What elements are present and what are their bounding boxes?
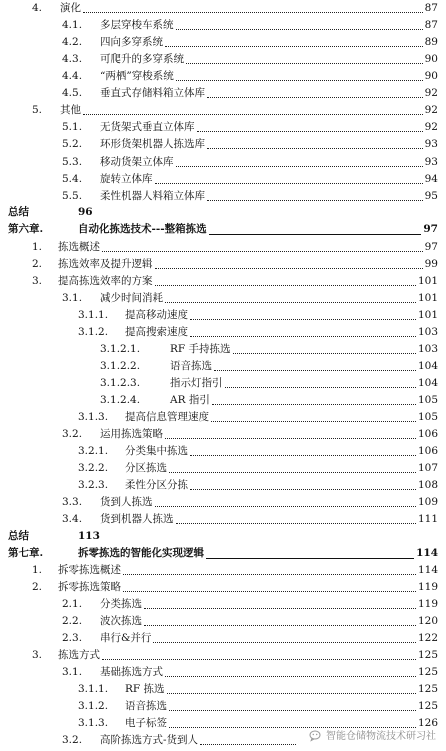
toc-leader-dots (144, 608, 416, 609)
toc-entry-title: 提高搜索速度 (125, 326, 188, 338)
toc-entry-number: 4.3. (62, 53, 83, 65)
toc-entry-number: 第六章. (8, 223, 44, 235)
toc-entry-page: 125 (417, 649, 438, 661)
toc-leader-dots (190, 489, 416, 490)
toc-entry-title: “两栖”穿梭系统 (100, 70, 174, 82)
toc-entry-number: 3.2.2. (78, 462, 109, 474)
toc-leader-dots (123, 574, 416, 575)
toc-leader-dots (165, 676, 416, 677)
toc-entry[interactable] (0, 136, 446, 153)
toc-entry-page: 125 (417, 683, 438, 695)
toc-entry-number: 5.1. (62, 121, 83, 133)
toc-leader-dots (165, 438, 416, 439)
toc-entry-page: 99 (424, 258, 438, 270)
toc-leader-dots (209, 234, 421, 235)
toc-entry-title: 电子标签 (125, 717, 167, 729)
toc-entry-title: 可爬升的多穿系统 (100, 53, 184, 65)
toc-leader-dots (165, 46, 423, 47)
toc-entry-page: 94 (424, 173, 438, 185)
toc-entry-number: 3.2.1. (78, 445, 109, 457)
toc-entry-number: 3.1. (62, 292, 83, 304)
toc-entry-number: 3.4. (62, 513, 83, 525)
toc-entry-page: 90 (424, 70, 438, 82)
toc-entry-number: 3.1.2.2. (100, 360, 141, 372)
toc-entry[interactable] (0, 596, 446, 613)
toc-entry-page: 92 (424, 104, 438, 116)
toc-leader-dots (83, 114, 423, 115)
toc-entry[interactable] (0, 630, 446, 647)
toc-entry-title: 旋转立体库 (100, 173, 153, 185)
toc-entry-page: 114 (417, 564, 438, 576)
toc-entry-number: 3. (32, 649, 43, 661)
toc-entry-page: 92 (424, 121, 438, 133)
toc-entry[interactable] (0, 545, 446, 562)
toc-entry-page: 93 (424, 156, 438, 168)
toc-leader-dots (214, 370, 416, 371)
toc-entry-title: 语音拣选 (170, 360, 212, 372)
toc-entry-number: 3.2. (62, 428, 83, 440)
toc-entry-number: 5.4. (62, 173, 83, 185)
toc-entry-page: 120 (417, 615, 438, 627)
toc-entry-page: 119 (417, 598, 438, 610)
toc-entry[interactable] (0, 528, 446, 545)
toc-entry-title: 拆零拣选策略 (58, 581, 121, 593)
toc-leader-dots (211, 421, 416, 422)
toc-entry[interactable] (0, 579, 446, 596)
toc-entry-number: 2.3. (62, 632, 83, 644)
toc-entry-title: RF 手持拣选 (170, 343, 231, 355)
toc-entry[interactable] (0, 664, 446, 681)
toc-entry-page: 105 (417, 411, 438, 423)
toc-entry-page: 107 (417, 462, 438, 474)
toc-entry-number: 4.5. (62, 87, 83, 99)
toc-leader-dots (200, 744, 296, 745)
toc-leader-dots (212, 404, 416, 405)
toc-entry[interactable] (0, 562, 446, 579)
toc-entry-page: 93 (424, 138, 438, 150)
toc-entry[interactable] (0, 188, 446, 205)
toc-entry[interactable] (0, 221, 446, 238)
toc-leader-dots (176, 166, 423, 167)
toc-entry-title: 高阶拣选方式-货到人 (100, 734, 199, 746)
toc-entry[interactable] (0, 392, 446, 409)
toc-entry[interactable] (0, 17, 446, 34)
toc-entry-page: 97 (424, 241, 438, 253)
toc-entry[interactable] (0, 256, 446, 273)
toc-entry-title: 基础拣选方式 (100, 666, 163, 678)
toc-entry[interactable] (0, 51, 446, 68)
toc-entry-page: 105 (417, 394, 438, 406)
toc-entry-page: 104 (417, 377, 438, 389)
toc-entry-title: 提高拣选效率的方案 (58, 275, 153, 287)
toc-entry-number: 3.1.2. (78, 700, 109, 712)
toc-leader-dots (206, 558, 414, 559)
toc-entry[interactable] (0, 477, 446, 494)
toc-leader-dots (190, 336, 416, 337)
toc-entry-page: 119 (417, 581, 438, 593)
toc-entry-title: 语音拣选 (125, 700, 167, 712)
toc-entry-title: 柔性分区分拣 (125, 479, 188, 491)
toc-entry-number: 5.3. (62, 156, 83, 168)
toc-entry-title: 拆零拣选的智能化实现逻辑 (78, 547, 204, 559)
toc-entry-number: 2. (32, 258, 43, 270)
toc-entry-title: AR 指引 (170, 394, 210, 406)
toc-entry[interactable] (0, 613, 446, 630)
toc-leader-dots (102, 251, 423, 252)
toc-entry-title: RF 拣选 (125, 683, 165, 695)
toc-entry-title: 四向多穿系统 (100, 36, 163, 48)
toc-entry[interactable] (0, 511, 446, 528)
toc-entry-title: 提高信息管理速度 (125, 411, 209, 423)
toc-entry-title: 环形货架机器人拣选库 (100, 138, 205, 150)
toc-entry-title: 自动化拣选技术---整箱拣选 (78, 223, 207, 235)
toc-leader-dots (207, 97, 423, 98)
toc-entry-number: 2. (32, 581, 43, 593)
toc-entry[interactable] (0, 324, 446, 341)
toc-entry-title: 货到机器人拣选 (100, 513, 174, 525)
toc-entry-number: 第七章. (8, 547, 44, 559)
toc-entry-page: 101 (417, 309, 438, 321)
toc-entry[interactable] (0, 494, 446, 511)
toc-leader-dots (225, 387, 416, 388)
toc-entry-page: 97 (423, 223, 438, 235)
toc-entry-number: 3. (32, 275, 43, 287)
toc-leader-dots (233, 353, 416, 354)
toc-leader-dots (102, 659, 416, 660)
toc-entry-title: 分类拣选 (100, 598, 142, 610)
toc-entry[interactable] (0, 239, 446, 256)
toc-entry-title: 无货架式垂直立体库 (100, 121, 195, 133)
toc-entry-number: 1. (32, 241, 43, 253)
toc-entry-page: 89 (424, 36, 438, 48)
toc-entry-page: 109 (417, 496, 438, 508)
toc-entry-number: 总结 (8, 530, 29, 542)
toc-leader-dots (176, 29, 423, 30)
toc-entry-title: 96 (78, 206, 93, 218)
toc-entry-title: 其他 (60, 104, 81, 116)
toc-entry-number: 3.1.3. (78, 717, 109, 729)
toc-entry-title: 柔性机器人料箱立体库 (100, 190, 205, 202)
toc-entry-title: 拣选方式 (58, 649, 100, 661)
toc-entry-page: 101 (417, 275, 438, 287)
toc-entry-page: 125 (417, 666, 438, 678)
toc-entry[interactable] (0, 443, 446, 460)
toc-leader-dots (167, 693, 416, 694)
toc-entry-number: 5.5. (62, 190, 83, 202)
toc-entry-number: 4.2. (62, 36, 83, 48)
toc-entry-title: 移动货架立体库 (100, 156, 174, 168)
toc-entry-page: 125 (417, 700, 438, 712)
toc-leader-dots (155, 285, 416, 286)
toc-leader-dots (186, 63, 423, 64)
toc-entry[interactable] (0, 204, 446, 221)
toc-entry-number: 5. (32, 104, 43, 116)
toc-entry[interactable] (0, 358, 446, 375)
toc-entry-title: 分区拣选 (125, 462, 167, 474)
toc-leader-dots (169, 472, 416, 473)
toc-entry-number: 3.2. (62, 734, 83, 746)
toc-entry-number: 4.4. (62, 70, 83, 82)
toc-entry-number: 3.1.1. (78, 683, 109, 695)
toc-entry-page: 87 (424, 2, 438, 14)
toc-leader-dots (197, 131, 423, 132)
toc-entry[interactable] (0, 647, 446, 664)
toc-leader-dots (176, 80, 423, 81)
toc-entry-number: 1. (32, 564, 43, 576)
wechat-icon (309, 730, 323, 742)
toc-entry-title: 波次拣选 (100, 615, 142, 627)
toc-entry[interactable] (0, 460, 446, 477)
watermark-text: 智能仓储物流技术研习社 (326, 731, 436, 742)
toc-entry-title: 提高移动速度 (125, 309, 188, 321)
toc-entry-number: 3.3. (62, 496, 83, 508)
toc-entry-number: 5.2. (62, 138, 83, 150)
toc-entry-number: 3.1.2.3. (100, 377, 141, 389)
toc-leader-dots (83, 12, 423, 13)
toc-entry-number: 3.1.2.4. (100, 394, 141, 406)
toc-entry-page: 111 (417, 513, 438, 525)
toc-leader-dots (169, 710, 416, 711)
toc-entry-page: 103 (417, 326, 438, 338)
toc-entry[interactable] (0, 681, 446, 698)
toc-entry-title: 拣选效率及提升逻辑 (58, 258, 153, 270)
toc-entry-page: 92 (424, 87, 438, 99)
toc-entry[interactable] (0, 375, 446, 392)
toc-entry-number: 3.2.3. (78, 479, 109, 491)
toc-entry-page: 90 (424, 53, 438, 65)
watermark (309, 727, 436, 743)
toc-entry[interactable] (0, 102, 446, 119)
toc-entry-title: 拣选概述 (58, 241, 100, 253)
toc-entry-page: 101 (417, 292, 438, 304)
toc-entry-number: 3.1.1. (78, 309, 109, 321)
toc-leader-dots (153, 642, 416, 643)
toc-leader-dots (190, 455, 416, 456)
toc-entry[interactable] (0, 409, 446, 426)
toc-entry-page: 126 (417, 717, 438, 729)
toc-leader-dots (155, 506, 416, 507)
toc-entry-page: 103 (417, 343, 438, 355)
toc-entry[interactable] (0, 290, 446, 307)
toc-entry[interactable] (0, 273, 446, 290)
toc-entry-number: 2.1. (62, 598, 83, 610)
toc-leader-dots (190, 319, 416, 320)
toc-entry[interactable] (0, 85, 446, 102)
toc-entry[interactable] (0, 698, 446, 715)
toc-entry-number: 总结 (8, 206, 29, 218)
toc-entry-title: 拆零拣选概述 (58, 564, 121, 576)
toc-entry[interactable] (0, 34, 446, 51)
toc-leader-dots (123, 591, 416, 592)
toc-entry-page: 106 (417, 445, 438, 457)
toc-entry[interactable] (0, 68, 446, 85)
toc-entry-title: 演化 (60, 2, 81, 14)
toc-entry-title: 运用拣选策略 (100, 428, 163, 440)
toc-entry-number: 3.1.2. (78, 326, 109, 338)
toc-entry-title: 串行&并行 (100, 632, 152, 644)
toc-leader-dots (207, 200, 423, 201)
toc-entry[interactable] (0, 426, 446, 443)
toc-entry[interactable] (0, 307, 446, 324)
toc-entry-title: 指示灯指引 (170, 377, 223, 389)
toc-entry-title: 货到人拣选 (100, 496, 153, 508)
toc-entry-title: 分类集中拣选 (125, 445, 188, 457)
toc-leader-dots (155, 183, 423, 184)
toc-entry-title: 多层穿梭车系统 (100, 19, 174, 31)
toc-leader-dots (165, 302, 416, 303)
toc-entry-number: 2.2. (62, 615, 83, 627)
toc-leader-dots (155, 268, 423, 269)
toc-entry-title: 113 (78, 530, 100, 542)
toc-leader-dots (176, 523, 416, 524)
toc-entry-page: 104 (417, 360, 438, 372)
toc-entry[interactable] (0, 154, 446, 171)
toc-leader-dots (144, 625, 416, 626)
toc-leader-dots (207, 148, 423, 149)
toc-entry-page: 114 (416, 547, 438, 559)
toc-entry-number: 3.1.3. (78, 411, 109, 423)
toc-entry-title: 垂直式存储料箱立体库 (100, 87, 205, 99)
toc-entry-page: 122 (417, 632, 438, 644)
toc-entry-title: 减少时间消耗 (100, 292, 163, 304)
toc-entry-number: 4. (32, 2, 43, 14)
toc-entry[interactable] (0, 171, 446, 188)
toc-entry[interactable] (0, 119, 446, 136)
toc-entry[interactable] (0, 0, 446, 17)
toc-entry[interactable] (0, 341, 446, 358)
toc-entry-page: 95 (424, 190, 438, 202)
toc-entry-number: 4.1. (62, 19, 83, 31)
toc-entry-page: 87 (424, 19, 438, 31)
toc-entry-page: 106 (417, 428, 438, 440)
toc-entry-page: 108 (417, 479, 438, 491)
toc-entry-number: 3.1. (62, 666, 83, 678)
toc-entry-number: 3.1.2.1. (100, 343, 141, 355)
